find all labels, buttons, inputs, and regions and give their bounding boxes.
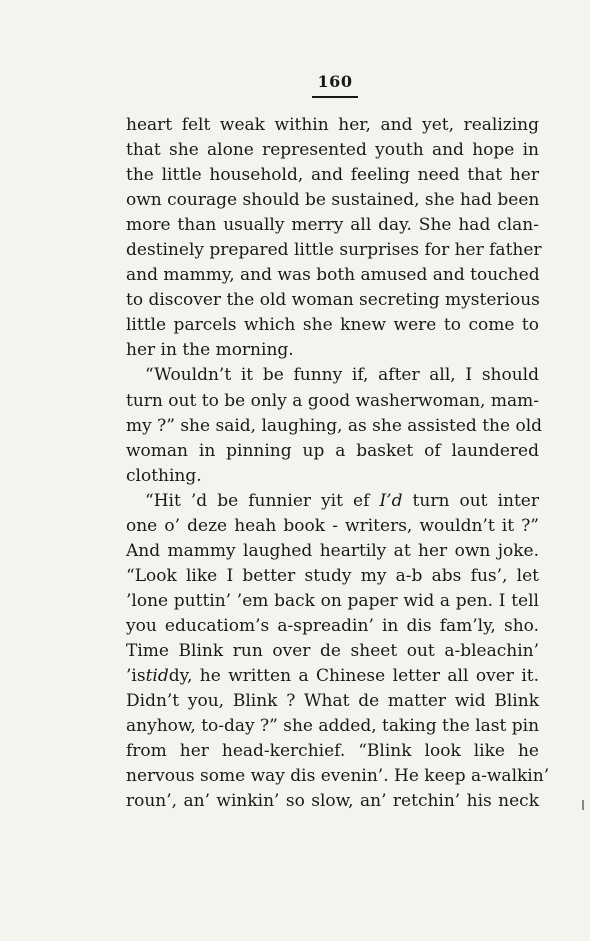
text-line: roun’, an’ winkin’ so slow, an’ retchin’ his neck xyxy=(126,791,539,812)
text-line: and mammy, and was both amused and touched xyxy=(126,265,540,286)
text-line: heart felt weak within her, and yet, realizing xyxy=(126,115,539,135)
text-line: own courage should be sustained, she had been xyxy=(126,190,540,211)
text-line: Didn’t you, Blink ? What de matter wid Blink xyxy=(126,691,539,712)
emphasis: I’d xyxy=(379,490,403,511)
text-line: “Hit ’d be funnier yit ef I’d turn out inter xyxy=(145,490,539,511)
text-line: Time Blink run over de sheet out a-bleachin’ xyxy=(126,640,539,661)
text-line: woman in pinning up a basket of laundered xyxy=(126,440,539,461)
text-line: clothing. xyxy=(126,465,202,486)
text-line: nervous some way dis evenin’. He keep a-walkin’ xyxy=(126,766,550,787)
text-line: turn out to be only a good washerwoman, mam- xyxy=(126,390,539,411)
text-line: my ?” she said, laughing, as she assisted the old xyxy=(126,415,543,436)
margin-mark xyxy=(582,800,584,810)
text-line: that she alone represented youth and hope in xyxy=(126,140,539,161)
text-line: her in the morning. xyxy=(126,340,294,361)
text-line: “Wouldn’t it be funny if, after all, I should xyxy=(145,365,539,386)
text-line: from her head-kerchief. “Blink look like he xyxy=(126,741,539,762)
text-line: the little household, and feeling need that her xyxy=(126,165,539,186)
text-line: one o’ deze heah book - writers, wouldn’t it ?” xyxy=(126,515,539,536)
text-line: destinely prepared little surprises for her father xyxy=(126,240,542,261)
text-line: more than usually merry all day. She had clan- xyxy=(126,215,539,236)
text-line: you educatiom’s a-spreadin’ in dis fam’ly, sho. xyxy=(126,615,539,636)
text-line: “Look like I better study my a-b abs fus’, let xyxy=(126,565,539,586)
page-number-rule xyxy=(312,96,358,98)
text-line: anyhow, to-day ?” she added, taking the last pin xyxy=(126,716,540,737)
page-number: 160 xyxy=(317,72,353,91)
text-line: ’lone puttin’ ’em back on paper wid a pen. I tell xyxy=(126,590,539,611)
text-line: And mammy laughed heartily at her own joke. xyxy=(126,540,539,561)
body-text xyxy=(126,113,550,814)
text-line: ’istiddy, he written a Chinese letter all over it. xyxy=(126,666,539,687)
emphasis: tid xyxy=(145,666,169,687)
text-line: to discover the old woman secreting mysterious xyxy=(126,290,540,311)
text-line: little parcels which she knew were to come to xyxy=(126,315,539,336)
